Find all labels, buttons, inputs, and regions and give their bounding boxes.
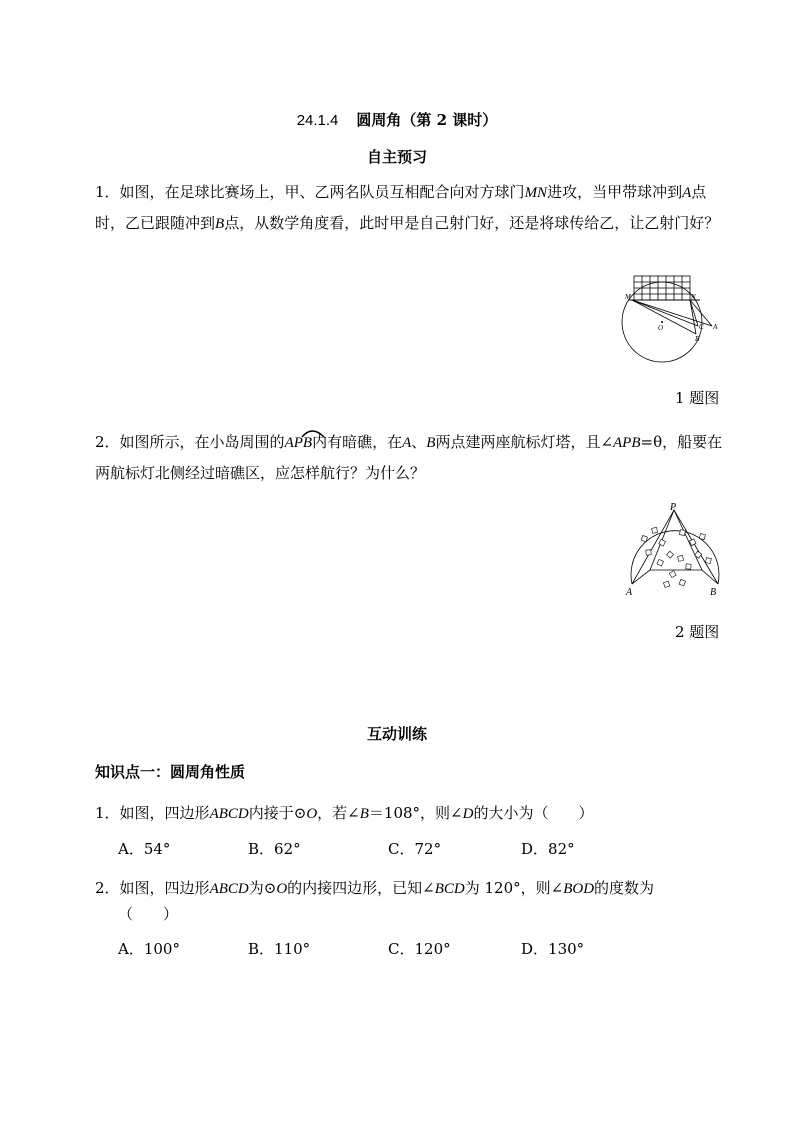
q1-option-d[interactable]: D．82° [521, 840, 575, 858]
training-q2-blank: （ ） [118, 905, 179, 923]
q2-option-d[interactable]: D．130° [521, 940, 585, 958]
knowledge-point-1: 知识点一：圆周角性质 [95, 763, 246, 781]
arc-mark-icon [298, 425, 328, 439]
figure-1-caption: 1 题图 [675, 389, 720, 407]
label-m: M [625, 293, 631, 301]
label-c: C [699, 323, 704, 331]
lesson-title: 圆周角（第 2 课时） [356, 111, 498, 129]
preview-heading: 自主预习 [366, 148, 427, 166]
label-b2: B [710, 587, 717, 598]
label-a2: A [626, 587, 633, 598]
q1-option-b[interactable]: B．62° [248, 840, 301, 858]
q1-option-c[interactable]: C．72° [388, 840, 442, 858]
q2-option-a[interactable]: A．100° [118, 940, 180, 958]
training-q1-options [118, 838, 638, 858]
label-b: B [695, 335, 700, 343]
q2-option-c[interactable]: C．120° [388, 940, 451, 958]
label-p: P [670, 502, 677, 513]
training-heading: 互动训练 [366, 725, 427, 743]
q2-option-b[interactable]: B．110° [248, 940, 311, 958]
training-q2-options [118, 938, 638, 958]
page-title [0, 109, 794, 130]
label-o: O [658, 324, 664, 332]
figure-1-soccer-goal [620, 270, 730, 370]
training-question-1: 1．如图，四边形ABCD内接于⊙O，若∠B＝108°，则∠D的大小为（ ） [95, 804, 594, 822]
arc-apb: APB [284, 435, 313, 451]
preview-question-2: 2．如图所示，在小岛周围的APB内有暗礁，在A、B两点建两座航标灯塔，且∠APB=θ，船要在两航标灯北侧经过暗礁区，应怎样航行？为什么？ [95, 433, 723, 482]
figure-2-island-reef [620, 500, 730, 600]
figure-2-caption: 2 题图 [675, 623, 720, 641]
q1-option-a[interactable]: A．54° [118, 840, 171, 858]
section-number: 24.1.4 [296, 112, 339, 129]
label-a: A [713, 323, 718, 331]
label-n: N [691, 293, 696, 301]
preview-question-1: 1．如图，在足球比赛场上，甲、乙两名队员互相配合向对方球门MN进攻，当甲带球冲到A点时，乙已跟随冲到B点，从数学角度看，此时甲是自己射门好，还是将球传给乙，让乙射门好？ [95, 183, 720, 232]
training-question-2: 2．如图，四边形ABCD为⊙O的内接四边形，已知∠BCD为 120°，则∠BOD的度数为 [95, 879, 655, 897]
